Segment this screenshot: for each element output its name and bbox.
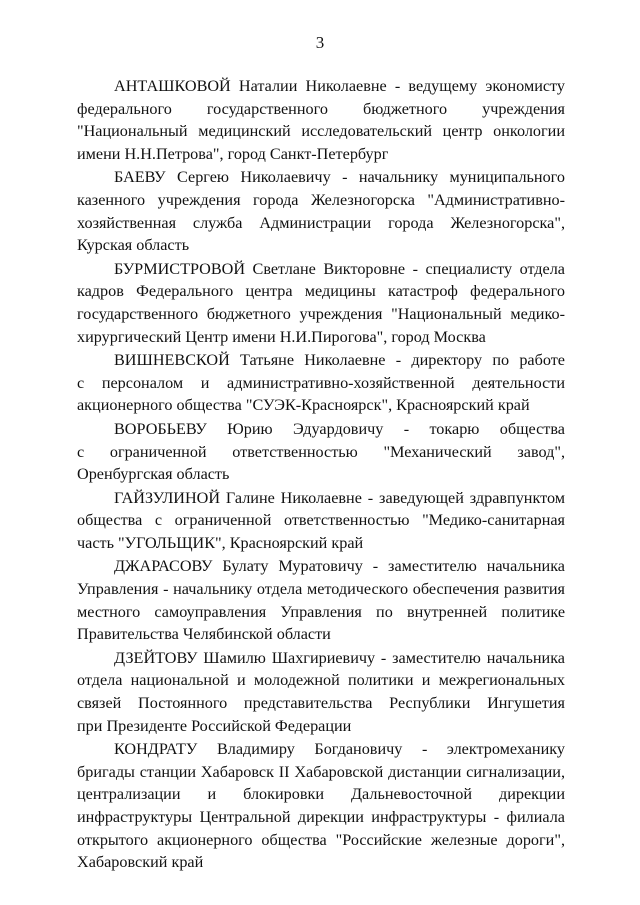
list-item xyxy=(77,75,565,165)
entry-line: АНТАШКОВОЙ Наталии Николаевне - ведущему экономисту xyxy=(114,77,565,95)
entry-line: ДЖАРАСОВУ Булату Муратовичу - заместителю начальника xyxy=(114,557,565,576)
list-item xyxy=(77,349,565,417)
list-item xyxy=(77,555,565,645)
entry-line: КОНДРАТУ Владимиру Богдановичу - электромеханику xyxy=(114,740,565,759)
entry-line: ВИШНЕВСКОЙ Татьяне Николаевне - директору по работе xyxy=(114,351,565,370)
entry-line: инфраструктуры Центральной дирекции инфраструктуры - филиала xyxy=(77,808,565,826)
entry-line: "Национальный медицинский исследовательский центр онкологии xyxy=(77,122,565,141)
entry-line: связей Постоянного представительства Республики Ингушетия xyxy=(77,694,565,713)
entry-line: Оренбургская область xyxy=(77,465,230,484)
entry-line: бригады станции Хабаровск II Хабаровской дистанции сигнализации, xyxy=(77,762,565,781)
entry-line: ГАЙЗУЛИНОЙ Галине Николаевне - заведующей здравпунктом xyxy=(114,488,565,507)
entry-line: местного самоуправления Управления по внутренней политике xyxy=(77,602,565,621)
entry-line: при Президенте Российской Федерации xyxy=(77,716,352,735)
entry-line: Курская область xyxy=(77,236,190,255)
entry-line: с персоналом и административно-хозяйственной деятельности xyxy=(77,373,565,392)
entry-line: федерального государственного бюджетного учреждения xyxy=(77,99,565,118)
entry-line: БУРМИСТРОВОЙ Светлане Викторовне - специалисту отдела xyxy=(114,259,565,278)
entry-line: БАЕВУ Сергею Николаевичу - начальнику муниципального xyxy=(114,168,565,187)
list-item xyxy=(77,418,565,486)
list-item xyxy=(77,258,565,348)
entry-line: акционерного общества "СУЭК-Красноярск", Красноярский край xyxy=(77,396,530,415)
entry-line: имени Н.Н.Петрова", город Санкт-Петербург xyxy=(77,144,389,163)
list-item xyxy=(77,487,565,555)
entry-line: кадров Федерального центра медицины катастроф федерального xyxy=(77,282,565,301)
entry-line: хозяйственная служба Администрации города Железногорска", xyxy=(77,213,565,232)
list-item xyxy=(77,647,565,737)
award-list xyxy=(77,75,565,875)
page-number: 3 xyxy=(315,33,325,52)
entry-line: общества с ограниченной ответственностью "Медико-санитарная xyxy=(77,511,565,530)
entry-line: государственного бюджетного учреждения "Национальный медико- xyxy=(77,304,565,323)
entry-line: открытого акционерного общества "Российские железные дороги", xyxy=(77,830,565,849)
entry-line: Правительства Челябинской области xyxy=(77,625,331,644)
entry-line: часть "УГОЛЬЩИК", Красноярский край xyxy=(77,533,364,552)
entry-line: с ограниченной ответственностью "Механический завод", xyxy=(77,442,565,461)
list-item xyxy=(77,738,565,874)
entry-line: ДЗЕЙТОВУ Шамилю Шахгириевичу - заместителю начальника xyxy=(114,648,565,667)
entry-line: Управления - начальнику отдела методического обеспечения развития xyxy=(77,580,565,599)
entry-line: Хабаровский край xyxy=(77,853,204,872)
entry-line: хирургический Центр имени Н.И.Пирогова", город Москва xyxy=(77,327,486,346)
entry-line: централизации и блокировки Дальневосточной дирекции xyxy=(77,785,565,804)
list-item xyxy=(77,166,565,256)
entry-line: казенного учреждения города Железногорска "Административно- xyxy=(77,190,565,209)
entry-line: отдела национальной и молодежной политики и межрегиональных xyxy=(77,671,565,690)
entry-line: ВОРОБЬЕВУ Юрию Эдуардовичу - токарю общества xyxy=(114,419,565,438)
